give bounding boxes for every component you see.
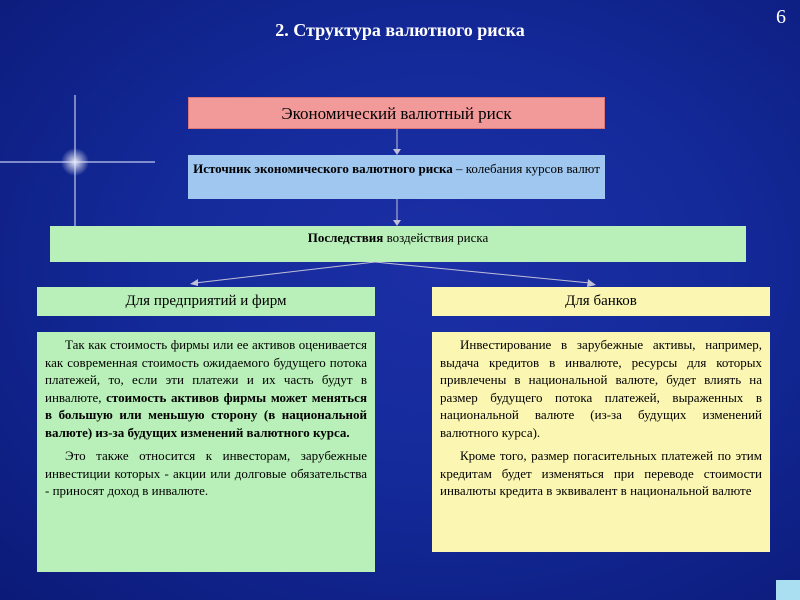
risk-source-box bbox=[188, 155, 605, 199]
page-title: 2. Структура валютного риска bbox=[275, 20, 525, 40]
firms-paragraph-1 bbox=[45, 336, 367, 441]
consequences-box bbox=[50, 226, 746, 262]
firms-header: Для предприятий и фирм bbox=[37, 287, 375, 316]
corner-decoration bbox=[776, 580, 800, 600]
firms-text-box bbox=[37, 332, 375, 572]
banks-paragraph-1: Инвестирование в зарубежные активы, например, выдача кредитов в инвалюте, ресурсы для которых привлечены в национальной валюте, будет влиять на размер будущего потока платежей, выраженных в национальной валюте (из-за будущих изменений валютного курса). bbox=[440, 337, 762, 440]
banks-header: Для банков bbox=[432, 287, 770, 316]
banks-paragraph-2: Кроме того, размер погасительных платежей по этим кредитам будет изменяться при переводе стоимости инвалюты кредита в эквивалент в национальной валюте bbox=[440, 448, 762, 498]
banks-text-box bbox=[432, 332, 770, 552]
economic-risk-box: Экономический валютный риск bbox=[188, 97, 605, 129]
sparkle-icon bbox=[0, 95, 155, 230]
firms-paragraph-2: Это также относится к инвесторам, зарубежные инвестиции которых - акции или долговые обязательства - приносят доход в инвалюте. bbox=[45, 448, 367, 498]
consequences-text: воздействия риска bbox=[383, 230, 489, 245]
risk-source-text: – колебания курсов валют bbox=[452, 161, 600, 176]
consequences-label: Последствия bbox=[307, 230, 384, 245]
page-number: 6 bbox=[776, 6, 786, 28]
firms-p1-bold-end: (в национальной валюте) из-за будущих изменений валютного курса. bbox=[45, 407, 367, 440]
firms-p1-bold: стоимость активов фирмы может меняться в большую или меньшую сторону bbox=[45, 389, 367, 422]
risk-source-label: Источник экономического валютного риска bbox=[193, 161, 453, 176]
firms-p1-normal: Так как стоимость фирмы или ее активов оценивается как современная стоимость ожидаемого будущего потока платежей, то, если эти платежи и их часть будут в инвалюте, bbox=[45, 337, 367, 405]
